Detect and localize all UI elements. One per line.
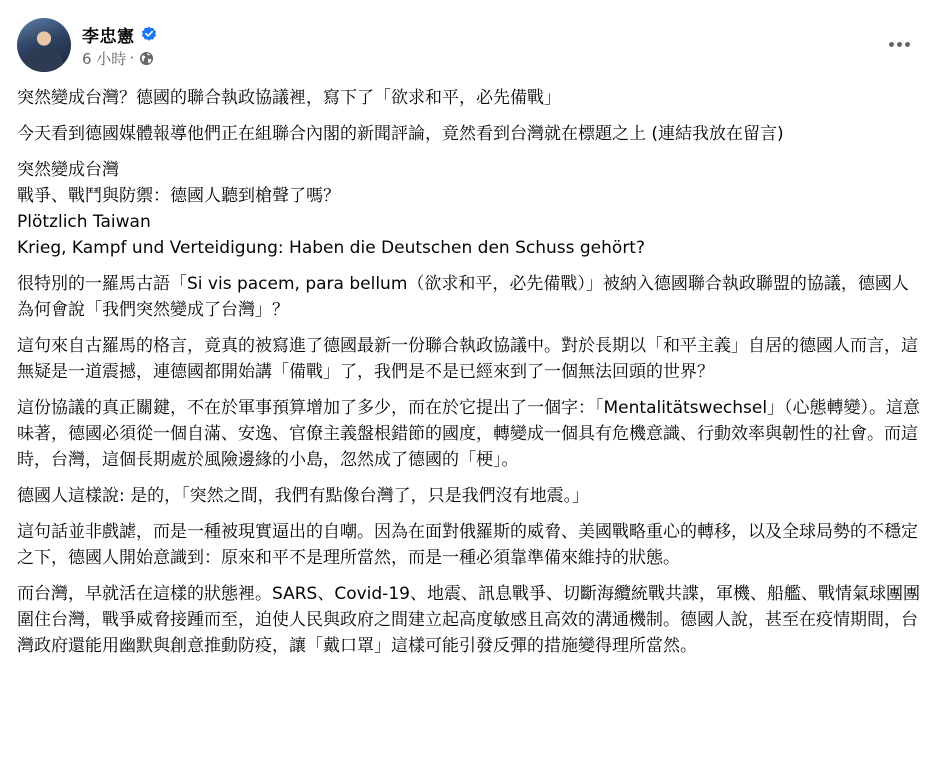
verified-badge-icon [141,26,157,42]
post-header [17,17,157,73]
more-options-button[interactable] [884,29,914,59]
post-paragraph: Plötzlich Taiwan [17,212,151,232]
post-meta [82,21,157,69]
globe-icon[interactable] [139,51,154,66]
post-body [17,85,922,669]
post-timestamp[interactable]: 6 小時 [82,49,127,68]
more-options-icon-dot [889,42,894,47]
separator-dot: · [129,49,135,67]
more-options-icon-dot [905,42,910,47]
post-paragraph: 這句話並非戲謔，而是一種被現實逼出的自嘲。因為在面對俄羅斯的威脅、美國戰略重心的轉移，以及全球局勢的不穩定之下，德國人開始意識到：原來和平不是理所當然，而是一種必須靠準備來維持的狀態。 [17,522,918,568]
author-name[interactable]: 李忠憲 [82,26,135,47]
more-options-icon-dot [897,42,902,47]
post-time-row [82,47,157,69]
post-paragraph: 而台灣，早就活在這樣的狀態裡。SARS、Covid-19、地震、訊息戰爭、切斷海纜統戰共諜，軍機、船艦、戰情氣球團團圍住台灣，戰爭威脅接踵而至，迫使人民與政府之間建立起高度敏感且高效的溝通機制。德國人說，甚至在疫情期間，台灣政府還能用幽默與創意推動防疫，讓「戴口罩」這樣可能引發反彈的措施變得理所當然。 [17,584,920,656]
post-paragraph: 德國人這樣說: 是的，「突然之間，我們有點像台灣了，只是我們沒有地震。」 [17,486,590,506]
post-paragraph: 戰爭、戰鬥與防禦：德國人聽到槍聲了嗎？ [17,186,340,206]
post-paragraph: 這句來自古羅馬的格言，竟真的被寫進了德國最新一份聯合執政協議中。對於長期以「和平主義」自居的德國人而言，這無疑是一道震撼，連德國都開始講「備戰」了，我們是不是已經來到了一個無法回頭的世界？ [17,336,918,382]
author-row [82,21,157,47]
post-paragraph: 突然變成台灣 [17,160,119,180]
post-paragraph: 突然變成台灣？德國的聯合執政協議裡，寫下了「欲求和平，必先備戰」 [17,88,561,108]
post-paragraph: 這份協議的真正關鍵，不在於軍事預算增加了多少，而在於它提出了一個字：「Mentalitätswechsel」（心態轉變）。這意味著，德國必須從一個自滿、安逸、官僚主義盤根錯節的國度，轉變成一個具有危機意識、行動效率與韌性的社會。而這時，台灣，這個長期處於風險邊緣的小島，忽然成了德國的「梗」。 [17,398,921,470]
post-paragraph: 今天看到德國媒體報導他們正在組聯合內閣的新聞評論，竟然看到台灣就在標題之上 (連結我放在留言) [17,124,784,144]
post-paragraph: 很特別的一羅馬古語「Si vis pacem, para bellum（欲求和平，必先備戰）」被納入德國聯合執政聯盟的協議，德國人為何會說「我們突然變成了台灣」？ [17,274,909,320]
author-avatar[interactable] [17,18,71,72]
post-paragraph: Krieg, Kampf und Verteidigung: Haben die Deutschen den Schuss gehört? [17,238,645,258]
